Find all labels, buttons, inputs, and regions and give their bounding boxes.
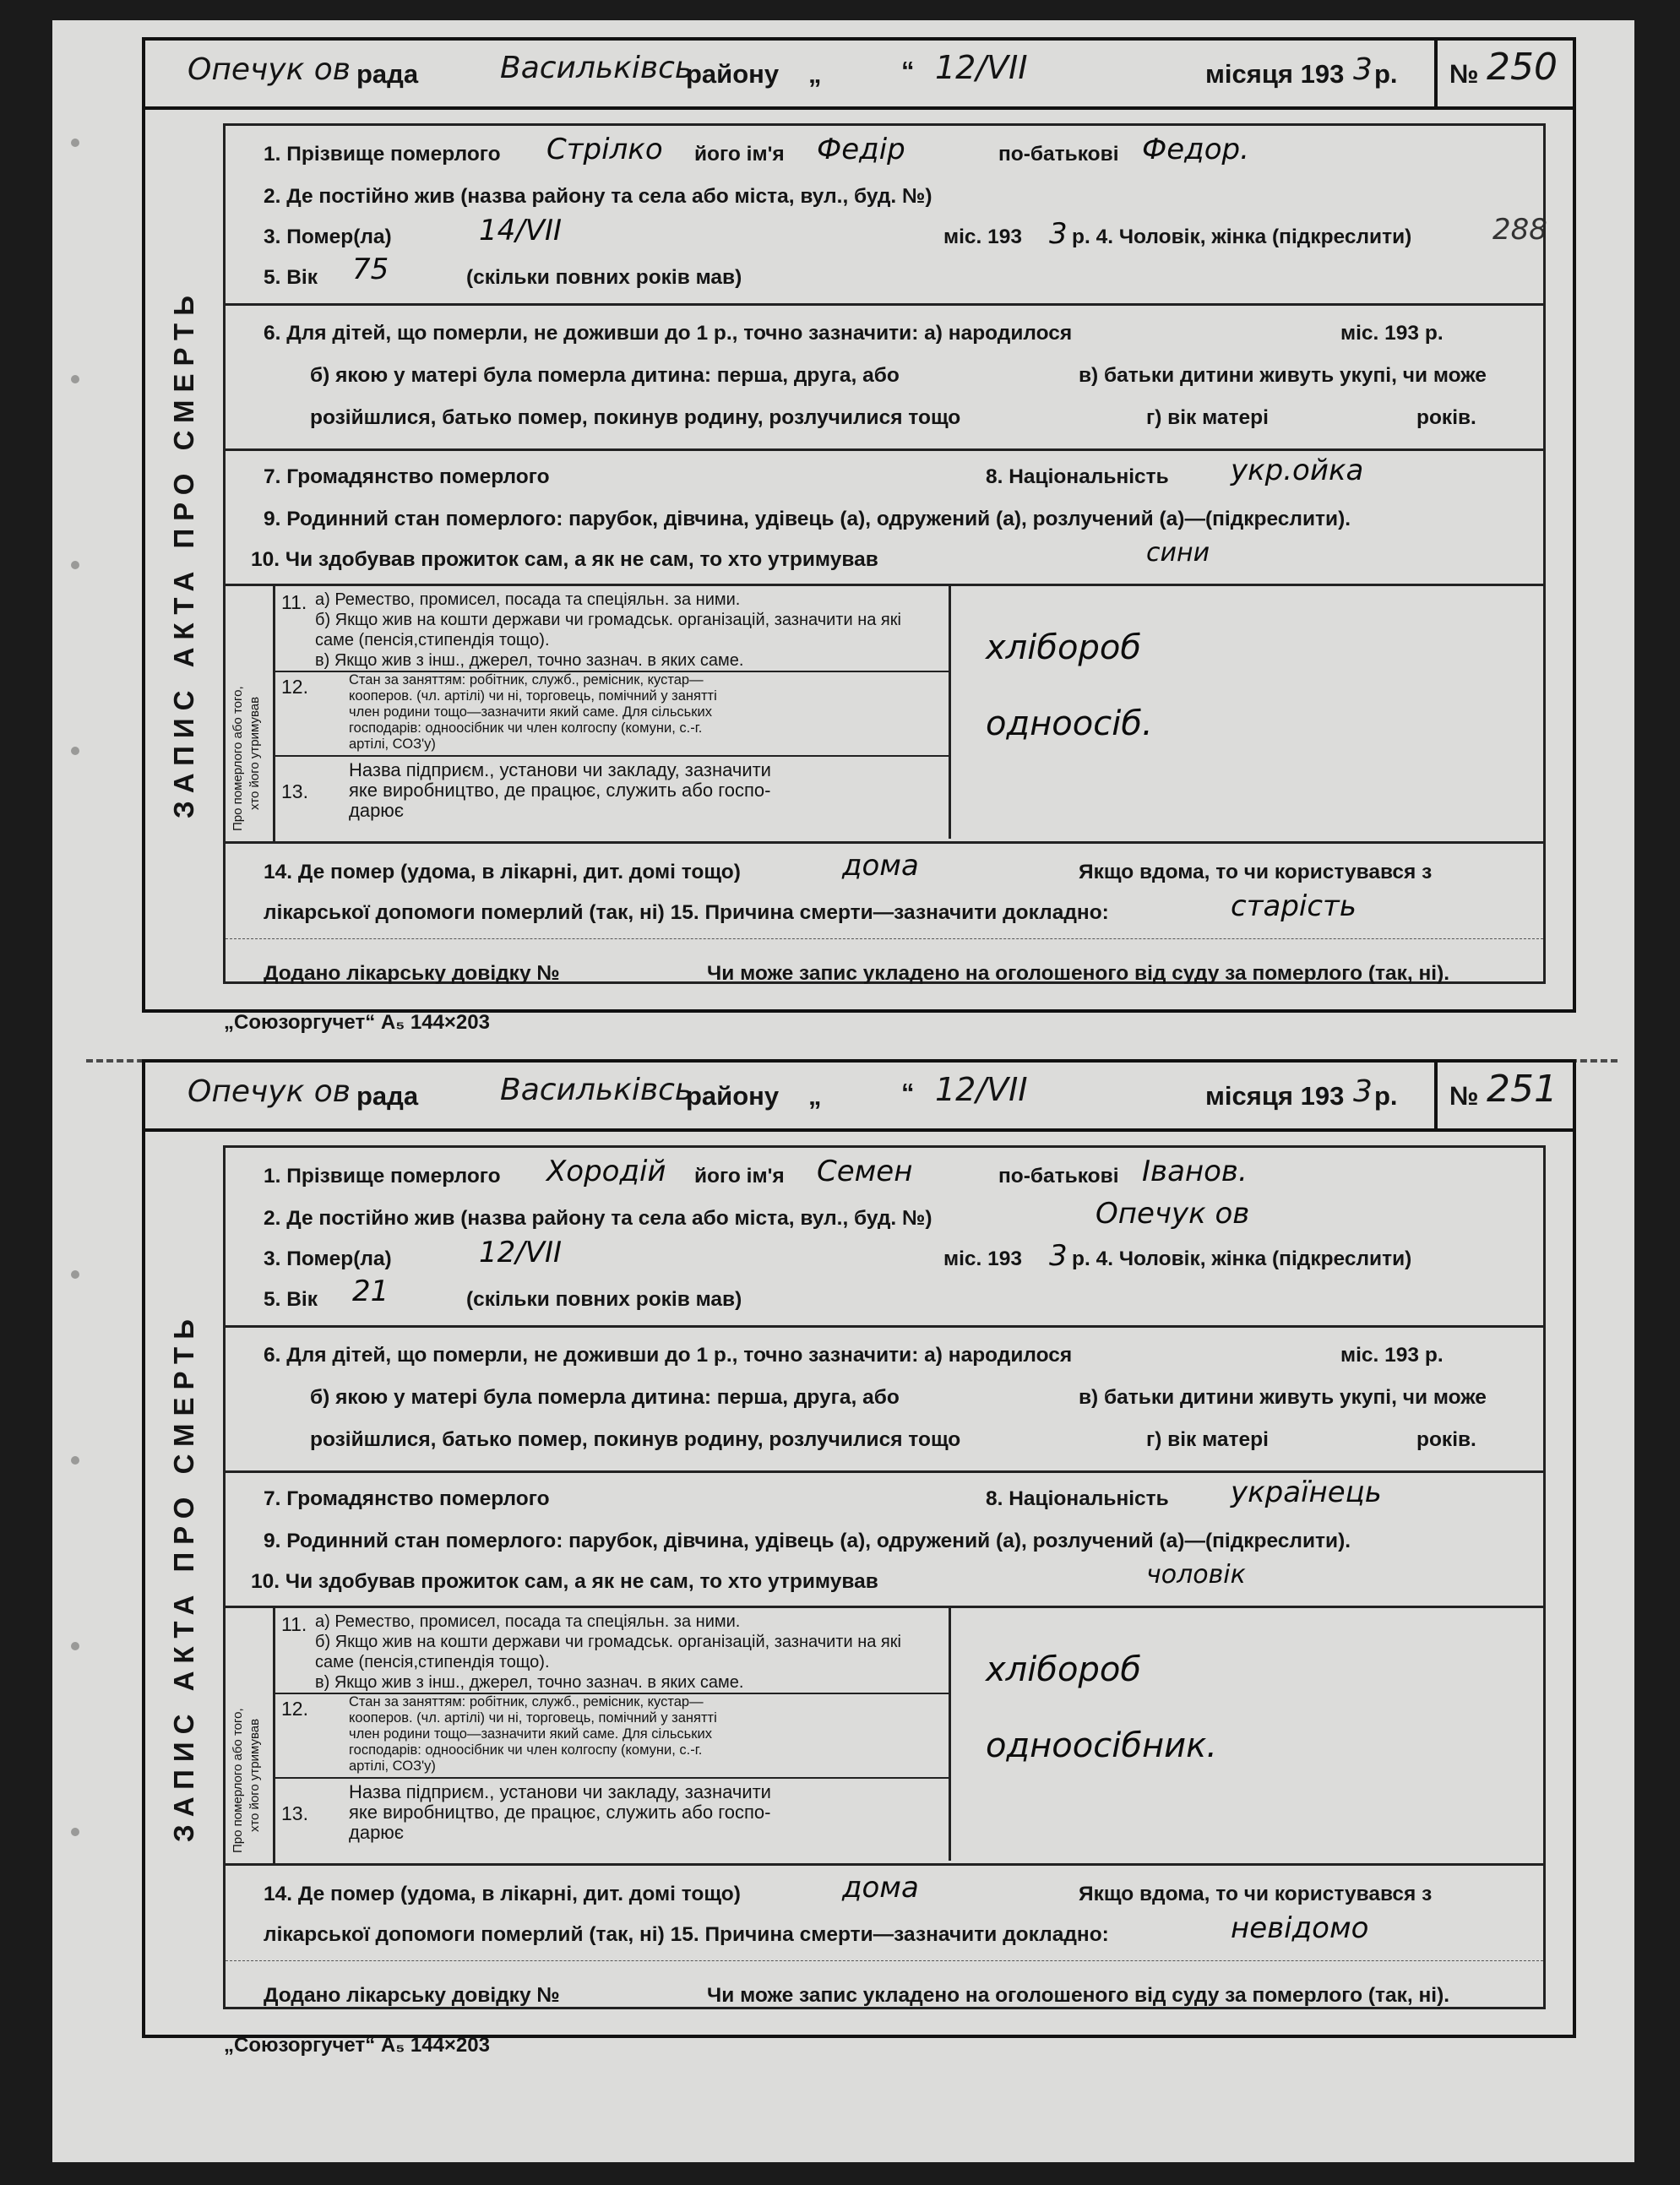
- label-patronymic: по-батькові: [998, 143, 1119, 166]
- row-instructions: Назва підприєм., установи чи закладу, зазначити яке виробництво, де працює, служить або госпо- дарює: [349, 1781, 771, 1843]
- patronymic-value[interactable]: Федор.: [1142, 133, 1249, 166]
- row-number: 13.: [281, 1802, 308, 1824]
- record-number-box: [1434, 41, 1573, 106]
- age-value[interactable]: 21: [352, 1275, 389, 1308]
- divider: [226, 448, 1543, 451]
- occupation-side: [226, 1608, 275, 1863]
- occupation-side-label: Про померлого або того,: [231, 1708, 245, 1853]
- label-years: років.: [1416, 1428, 1476, 1451]
- row-number: 11.: [281, 591, 307, 613]
- perforation-hole: [71, 1270, 79, 1279]
- printer-imprint: „Союзоргучет“ А₅ 144×203: [224, 2034, 490, 2057]
- perforation-hole: [71, 561, 79, 569]
- label-nationality: 8. Національність: [986, 465, 1169, 488]
- number-label: №: [1449, 1081, 1479, 1111]
- occupation-status-value[interactable]: одноосіб.: [986, 704, 1153, 743]
- occupation-row-11: [273, 586, 951, 672]
- label-years: років.: [1416, 406, 1476, 429]
- label-medical-help: Якщо вдома, то чи користувався з: [1079, 1883, 1433, 1905]
- row-instructions: Стан за заняттям: робітник, служб., ремісник, кустар— кооперов. (чл. артілі) чи ні, торговець, помічний у занятті член родини тощо—зазначити який саме. Для сільських господарів: одноосібник чи член колгоспу (комуни, с.-г. артілі, СОЗ'у): [349, 672, 717, 752]
- label-infant: 6. Для дітей, що померли, не доживши до 1 р., точно зазначити: а) народилося: [264, 322, 1073, 345]
- label-citizenship: 7. Громадянство померлого: [264, 465, 550, 488]
- label-parents-living: в) батьки дитини живуть укупі, чи може: [1079, 1386, 1487, 1409]
- death-record-form: [142, 1059, 1576, 2038]
- row-instructions: а) Ремество, промисел, посада та спеціяльн. за ними. б) Якщо жив на кошти держави чи громадськ. організацій, зазначити на які саме (пенсія,стипендія тощо). в) Якщо жив з інш., джерел, точно зазнач. в яких саме.: [315, 1612, 901, 1692]
- label-age: 5. Вік: [264, 1288, 318, 1311]
- occupation-row-12: [273, 1693, 951, 1779]
- occupation-row-11: [273, 1608, 951, 1694]
- district-value[interactable]: Васильківсь: [500, 1073, 693, 1107]
- first-name-value[interactable]: Федір: [817, 133, 905, 166]
- occupation-block: [226, 584, 1543, 844]
- row-number: 12.: [281, 676, 308, 698]
- nationality-value[interactable]: укр.ойка: [1231, 454, 1364, 487]
- label-patronymic: по-батькові: [998, 1165, 1119, 1188]
- label-death-cause: лікарської допомоги померлий (так, ні) 15. Причина смерти—зазначити докладно:: [264, 901, 1109, 924]
- district-label: району: [686, 59, 780, 89]
- label-parents-living: в) батьки дитини живуть укупі, чи може: [1079, 364, 1487, 387]
- row-instructions: Стан за заняттям: робітник, служб., ремісник, кустар— кооперов. (чл. артілі) чи ні, торговець, помічний у занятті член родини тощо—зазначити який саме. Для сільських господарів: одноосібник чи член колгоспу (комуни, с.-г. артілі, СОЗ'у): [349, 1694, 717, 1774]
- perforation-hole: [71, 1456, 79, 1465]
- label-infant-month: міс. 193 р.: [1340, 1344, 1443, 1367]
- label-residence: 2. Де постійно жив (назва району та села або міста, вул., буд. №): [264, 185, 932, 208]
- nationality-value[interactable]: українець: [1231, 1476, 1382, 1509]
- occupation-block: [226, 1606, 1543, 1866]
- month-label: місяця 193: [1205, 59, 1345, 89]
- label-marital-status: 9. Родинний стан померлого: парубок, дівчина, удівець (а), одружений (а), розлучений (а)—(підкреслити).: [264, 508, 1351, 530]
- council-label: рада: [356, 59, 419, 89]
- record-number[interactable]: 251: [1487, 1068, 1558, 1111]
- label-court-declaration: Чи може запис укладено на оголошеного від суду за померлого (так, ні).: [707, 962, 1450, 985]
- occupation-side-label: хто його утримував: [247, 696, 262, 810]
- label-first-name: його ім'я: [694, 1165, 785, 1188]
- council-value[interactable]: Опечук ов: [188, 52, 351, 87]
- side-title: ЗАПИС АКТА ПРО СМЕРТЬ: [168, 287, 199, 818]
- label-death-date: 3. Помер(ла): [264, 1247, 392, 1270]
- perforation-hole: [71, 139, 79, 147]
- occupation-side-label: Про померлого або того,: [231, 686, 245, 831]
- number-label: №: [1449, 59, 1479, 89]
- label-infant: 6. Для дітей, що померли, не доживши до 1 р., точно зазначити: а) народилося: [264, 1344, 1073, 1367]
- label-age-note: (скільки повних років мав): [466, 1288, 742, 1311]
- label-death-place: 14. Де помер (удома, в лікарні, дит. домі тощо): [264, 861, 741, 883]
- label-first-name: його ім'я: [694, 143, 785, 166]
- form-header: [145, 1063, 1573, 1132]
- year-value[interactable]: 3: [1353, 52, 1373, 87]
- archive-side-mark: 288: [1492, 213, 1547, 247]
- death-date-value[interactable]: 14/VII: [479, 214, 563, 247]
- label-supporter: 10. Чи здобував прожиток сам, а як не сам, то хто утримував: [251, 1570, 878, 1593]
- label-age: 5. Вік: [264, 266, 318, 289]
- month-label: місяця 193: [1205, 1081, 1345, 1111]
- council-label: рада: [356, 1081, 419, 1111]
- occupation-value[interactable]: хлібороб: [986, 1650, 1142, 1689]
- death-place-value[interactable]: дома: [842, 849, 919, 883]
- label-death-month: міс. 193: [943, 1247, 1023, 1270]
- label-death-cause: лікарської допомоги померлий (так, ні) 15. Причина смерти—зазначити докладно:: [264, 1923, 1109, 1946]
- perforation-hole: [71, 1642, 79, 1650]
- surname-value[interactable]: Стрілко: [546, 133, 663, 166]
- label-residence: 2. Де постійно жив (назва району та села або міста, вул., буд. №): [264, 1207, 932, 1230]
- death-year-value[interactable]: 3: [1049, 1239, 1068, 1273]
- record-number-box: [1434, 1063, 1573, 1128]
- label-court-declaration: Чи може запис укладено на оголошеного від суду за померлого (так, ні).: [707, 1984, 1450, 2007]
- form-header: [145, 41, 1573, 110]
- patronymic-value[interactable]: Іванов.: [1142, 1155, 1248, 1188]
- quote-mark: “: [901, 56, 915, 85]
- row-instructions: Назва підприєм., установи чи закладу, зазначити яке виробництво, де працює, служить або госпо- дарює: [349, 759, 771, 821]
- label-death-month: міс. 193: [943, 226, 1023, 248]
- death-year-value[interactable]: 3: [1049, 217, 1068, 251]
- quote-mark: „: [808, 1081, 822, 1111]
- label-nationality: 8. Національність: [986, 1487, 1169, 1510]
- side-title: ЗАПИС АКТА ПРО СМЕРТЬ: [168, 1311, 199, 1842]
- divider: [226, 1325, 1543, 1328]
- form-side-title: [145, 1144, 223, 2009]
- label-medical-help: Якщо вдома, то чи користувався з: [1079, 861, 1433, 883]
- form-body: [223, 123, 1546, 984]
- label-medical-certificate: Додано лікарську довідку №: [264, 1984, 560, 2007]
- year-suffix: р.: [1374, 1081, 1398, 1111]
- label-child-order: б) якою у матері була померла дитина: перша, друга, або: [310, 364, 900, 387]
- occupation-side: [226, 586, 275, 841]
- label-death-date: 3. Помер(ла): [264, 226, 392, 248]
- surname-value[interactable]: Хородій: [546, 1155, 666, 1188]
- printer-imprint: „Союзоргучет“ А₅ 144×203: [224, 1011, 490, 1034]
- age-value[interactable]: 75: [352, 253, 389, 286]
- row-instructions: а) Ремество, промисел, посада та спеціяльн. за ними. б) Якщо жив на кошти держави чи громадськ. організацій, зазначити на які саме (пенсія,стипендія тощо). в) Якщо жив з інш., джерел, точно зазнач. в яких саме.: [315, 590, 901, 670]
- date-value[interactable]: 12/VII: [935, 1071, 1028, 1108]
- label-mother-age: г) вік матері: [1146, 1428, 1269, 1451]
- label-child-order: б) якою у матері була померла дитина: перша, друга, або: [310, 1386, 900, 1409]
- supporter-value[interactable]: сини: [1146, 538, 1210, 568]
- label-medical-certificate: Додано лікарську довідку №: [264, 962, 560, 985]
- date-value[interactable]: 12/VII: [935, 49, 1028, 86]
- residence-value[interactable]: Опечук ов: [1096, 1197, 1250, 1231]
- perforation-hole: [71, 747, 79, 755]
- year-suffix: р.: [1374, 59, 1398, 89]
- death-record-form: [142, 37, 1576, 1013]
- label-sex: р. 4. Чоловік, жінка (підкреслити): [1072, 1247, 1412, 1270]
- first-name-value[interactable]: Семен: [817, 1155, 913, 1188]
- record-number[interactable]: 250: [1487, 46, 1558, 89]
- occupation-row-13: [273, 755, 951, 839]
- death-cause-value[interactable]: невідомо: [1231, 1911, 1369, 1945]
- occupation-row-13: [273, 1777, 951, 1861]
- council-value[interactable]: Опечук ов: [188, 1074, 351, 1109]
- label-marital-status: 9. Родинний стан померлого: парубок, дівчина, удівець (а), одружений (а), розлучений (а)—(підкреслити).: [264, 1530, 1351, 1552]
- occupation-value[interactable]: хлібороб: [986, 628, 1142, 667]
- label-age-note: (скільки повних років мав): [466, 266, 742, 289]
- form-body: [223, 1145, 1546, 2009]
- divider: [226, 1470, 1543, 1473]
- label-surname: 1. Прізвище померлого: [264, 1165, 501, 1188]
- supporter-value[interactable]: чоловік: [1146, 1560, 1246, 1590]
- occupation-row-12: [273, 671, 951, 757]
- district-value[interactable]: Васильківсь: [500, 51, 693, 85]
- quote-mark: „: [808, 59, 822, 89]
- death-date-value[interactable]: 12/VII: [479, 1236, 563, 1269]
- divider: [226, 938, 1543, 939]
- label-surname: 1. Прізвище померлого: [264, 143, 501, 166]
- divider: [226, 1960, 1543, 1961]
- label-mother-age: г) вік матері: [1146, 406, 1269, 429]
- perforation-hole: [71, 1828, 79, 1836]
- label-sex: р. 4. Чоловік, жінка (підкреслити): [1072, 226, 1412, 248]
- district-label: району: [686, 1081, 780, 1111]
- quote-mark: “: [901, 1078, 915, 1107]
- row-number: 12.: [281, 1698, 308, 1720]
- divider: [226, 303, 1543, 306]
- row-number: 11.: [281, 1613, 307, 1635]
- year-value[interactable]: 3: [1353, 1074, 1373, 1109]
- label-supporter: 10. Чи здобував прожиток сам, а як не сам, то хто утримував: [251, 548, 878, 571]
- row-number: 13.: [281, 780, 308, 802]
- occupation-side-label: хто його утримував: [247, 1718, 262, 1832]
- death-place-value[interactable]: дома: [842, 1871, 919, 1905]
- form-side-title: [145, 122, 223, 984]
- perforation-hole: [71, 375, 79, 383]
- death-cause-value[interactable]: старість: [1231, 889, 1357, 923]
- label-death-place: 14. Де помер (удома, в лікарні, дит. домі тощо): [264, 1883, 741, 1905]
- label-citizenship: 7. Громадянство померлого: [264, 1487, 550, 1510]
- label-parents-separated: розійшлися, батько помер, покинув родину, розлучилися тощо: [310, 406, 961, 429]
- occupation-status-value[interactable]: одноосібник.: [986, 1726, 1218, 1765]
- label-infant-month: міс. 193 р.: [1340, 322, 1443, 345]
- label-parents-separated: розійшлися, батько помер, покинув родину, розлучилися тощо: [310, 1428, 961, 1451]
